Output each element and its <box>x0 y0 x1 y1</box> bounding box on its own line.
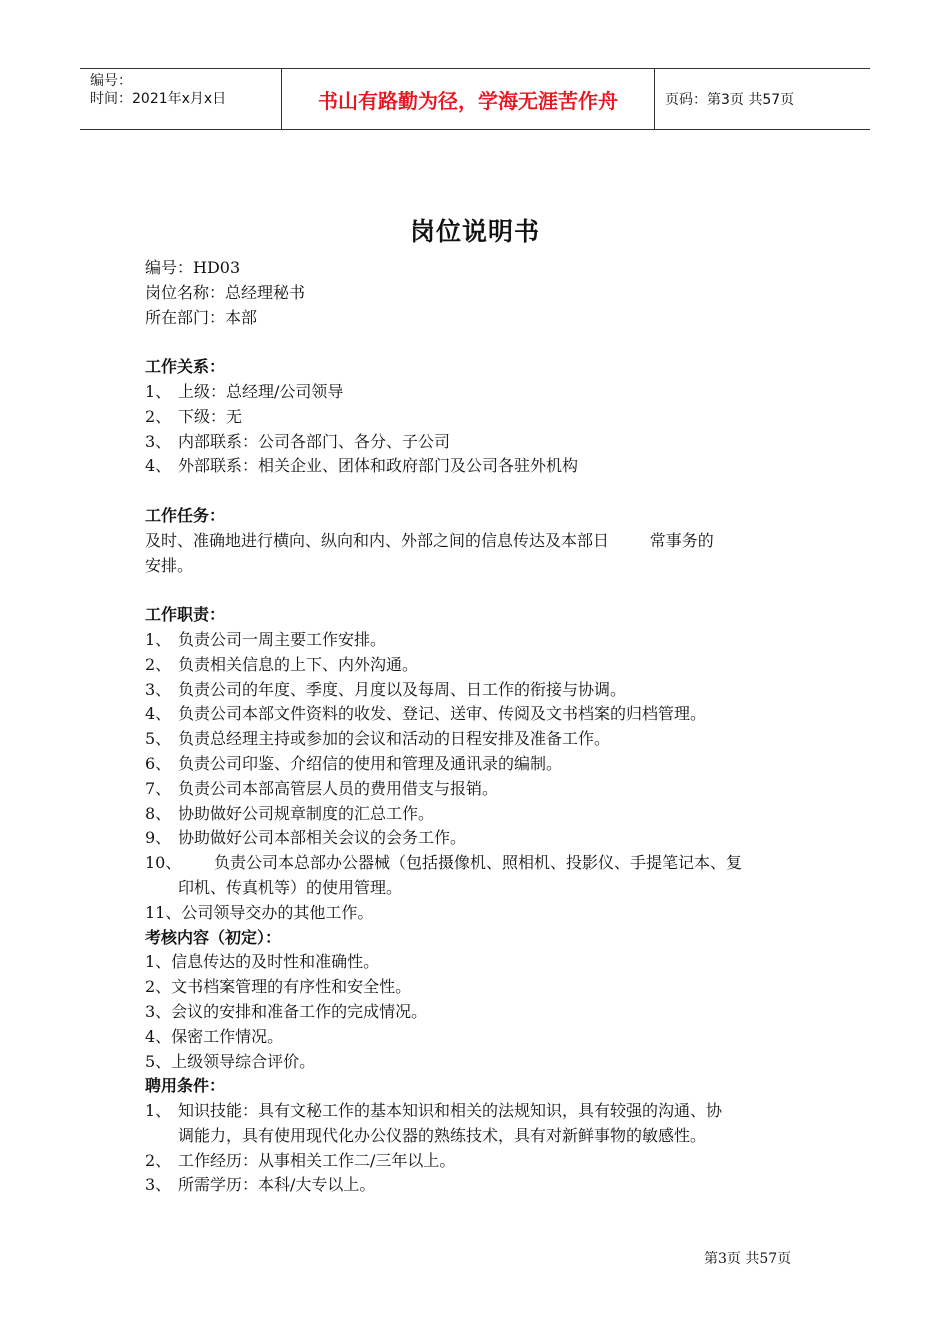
list-item: 1、 知识技能：具有文秘工作的基本知识和相关的法规知识，具有较强的沟通、协 调能力，具有使用现代化办公仪器的熟练技术，具有对新鲜事物的敏感性。 <box>145 1101 723 1145</box>
info-position: 岗位名称：总经理秘书 <box>145 282 306 302</box>
document-title: 岗位说明书 <box>409 217 540 246</box>
task-line-2: 安排。 <box>145 555 194 575</box>
assessment-heading: 考核内容（初定）： <box>145 927 282 947</box>
hiring-heading: 聘用条件： <box>145 1076 226 1096</box>
info-code: 编号：HD03 <box>145 258 241 277</box>
list-item: 2、 工作经历：从事相关工作二/三年以上。 <box>145 1150 456 1170</box>
list-item: 4、 负责公司本部文件资料的收发、登记、送审、传阅及文书档案的归档管理。 <box>145 704 707 724</box>
list-item: 6、 负责公司印鉴、介绍信的使用和管理及通讯录的编制。 <box>145 753 563 773</box>
list-item: 1、 上级：总经理/公司领导 <box>145 381 344 401</box>
list-item: 5、 负责总经理主持或参加的会议和活动的日程安排及准备工作。 <box>145 729 611 749</box>
header-number-label: 编号： <box>90 73 132 89</box>
header-page-info: 页码：第3页 共57页 <box>665 92 795 108</box>
list-item: 3、会议的安排和准备工作的完成情况。 <box>145 1001 428 1021</box>
list-item: 10、 负责公司本总部办公器械（包括摄像机、照相机、投影仪、手提笔记本、复 印机、传真机等）的使用管理。 <box>145 853 743 897</box>
info-department: 所在部门：本部 <box>145 307 258 327</box>
list-item: 4、保密工作情况。 <box>145 1026 284 1046</box>
relations-heading: 工作关系： <box>145 357 226 377</box>
duties-heading: 工作职责： <box>145 605 226 625</box>
page-footer: 第3页 共57页 <box>704 1251 792 1267</box>
list-item: 2、文书档案管理的有序性和安全性。 <box>145 977 412 997</box>
list-item: 8、 协助做好公司规章制度的汇总工作。 <box>145 803 435 823</box>
list-item: 9、 协助做好公司本部相关会议的会务工作。 <box>145 828 467 848</box>
header-meta <box>80 69 282 129</box>
list-item: 11、公司领导交办的其他工作。 <box>145 902 374 922</box>
list-item: 2、 下级：无 <box>145 406 243 426</box>
task-heading: 工作任务： <box>145 505 226 525</box>
list-item: 3、 负责公司的年度、季度、月度以及每周、日工作的衔接与协调。 <box>145 679 627 699</box>
list-item: 2、 负责相关信息的上下、内外沟通。 <box>145 654 419 674</box>
task-line-1: 及时、准确地进行横向、纵向和内、外部之间的信息传达及本部日 常事务的 <box>145 530 714 550</box>
document-body <box>145 256 810 1198</box>
list-item: 1、信息传达的及时性和准确性。 <box>145 952 380 972</box>
header-date: 时间：2021年x月x日 <box>90 91 227 107</box>
list-item: 7、 负责公司本部高管层人员的费用借支与报销。 <box>145 778 499 798</box>
list-item: 3、 所需学历：本科/大专以上。 <box>145 1175 376 1195</box>
list-item: 3、 内部联系：公司各部门、各分、子公司 <box>145 431 451 451</box>
header-motto: 书山有路勤为径，学海无涯苦作舟 <box>282 69 655 129</box>
list-item: 5、上级领导综合评价。 <box>145 1051 316 1071</box>
page-header <box>80 68 870 130</box>
list-item: 1、 负责公司一周主要工作安排。 <box>145 629 387 649</box>
list-item: 4、 外部联系：相关企业、团体和政府部门及公司各驻外机构 <box>145 456 579 476</box>
